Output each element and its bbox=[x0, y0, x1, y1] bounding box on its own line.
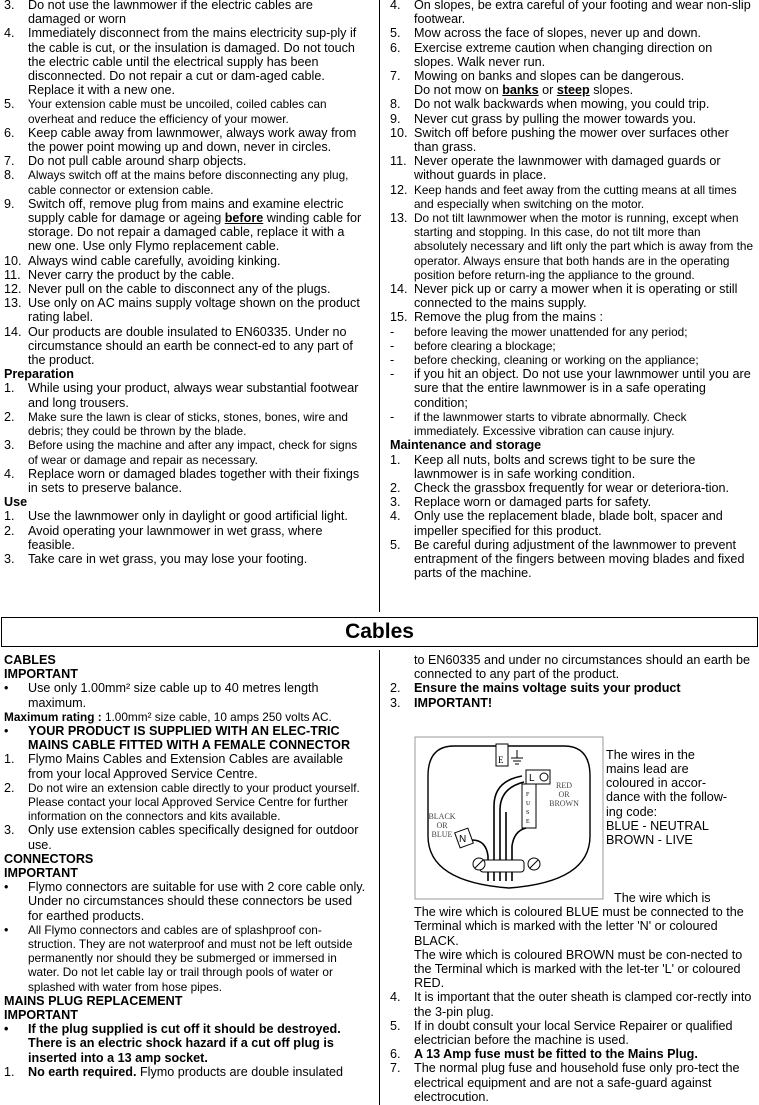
list-item: 15. Remove the plug from the mains : bbox=[390, 310, 603, 325]
list-item: - before clearing a blockage; bbox=[390, 338, 556, 353]
column-divider-bottom bbox=[379, 650, 380, 1105]
list-item: 1. No earth required. Flymo products are double insulated bbox=[4, 1064, 343, 1079]
list-item: 5. Your extension cable must be uncoiled, coiled cables can overheat and reduce the efficiency of your mower. bbox=[4, 97, 327, 126]
list-item: 11. Never operate the lawnmower with damaged guards or without guards in place. bbox=[390, 154, 721, 183]
list-item: 1. Flymo Mains Cables and Extension Cables are available from your local Approved Service Centre. bbox=[4, 752, 344, 781]
list-item: • Flymo connectors are suitable for use with 2 core cable only. Under no circumstances should these connectors be used for earthed products. bbox=[4, 880, 366, 923]
list-item: 10. Switch off before pushing the mower over surfaces other than grass. bbox=[390, 125, 729, 155]
list-item: 2. Avoid operating your lawnmower in wet grass, where feasible. bbox=[4, 523, 323, 552]
list-item: 2. Ensure the mains voltage suits your product bbox=[390, 681, 681, 696]
list-item: 4. Immediately disconnect from the mains electricity sup-ply if the cable is cut, or the insulation is damaged. Do not touch the electric cable until the electrical supply has been disconnected. Do not repair a cut or dam-aged cable. Replace it with a new one. bbox=[4, 26, 357, 98]
svg-text:N: N bbox=[459, 833, 467, 845]
list-item: 3. Take care in wet grass, you may lose your footing. bbox=[4, 551, 308, 566]
list-item: 4. Replace worn or damaged blades together with their fixings in sets to preserve balance. bbox=[4, 466, 360, 495]
list-item: 12. Keep hands and feet away from the cutting means at all times and especially when switching on the motor. bbox=[390, 182, 737, 211]
wire-colour-code: The wires in the mains lead are coloured in accor- dance with the follow- ing code: BLUE - NEUTRAL BROWN - LIVE bbox=[606, 747, 728, 848]
list-item: 2. Do not wire an extension cable directly to your product yourself. Please contact your local Approved Service Centre for further information on the connectors and kits available. bbox=[4, 780, 360, 824]
list-item: 7. Do not pull cable around sharp objects. bbox=[4, 154, 247, 169]
heading-important: IMPORTANT bbox=[4, 866, 78, 881]
list-item: 2. Check the grassbox frequently for wear or deteriora-tion. bbox=[390, 480, 729, 495]
top-right-column bbox=[390, 0, 754, 580]
list-item: - before checking, cleaning or working on the appliance; bbox=[390, 353, 699, 368]
list-item: 4. Only use the replacement blade, blade bolt, spacer and impeller specified for this product. bbox=[390, 509, 723, 538]
list-item: 6. Keep cable away from lawnmower, always work away from the power point mowing up and down, never in circles. bbox=[4, 125, 357, 155]
plug-wiring-section bbox=[390, 736, 754, 903]
list-item: 12. Never pull on the cable to disconnect any of the plugs. bbox=[4, 282, 331, 297]
list-item: 14. Never pick up or carry a mower when it is operating or still connected to the mains supply. bbox=[390, 282, 738, 311]
svg-text:RED: RED bbox=[556, 780, 572, 790]
list-item: - if you hit an object. Do not use your lawnmower until you are sure that the entire lawnmower is in a safe operating condition; bbox=[390, 367, 751, 410]
heading-maintenance: Maintenance and storage bbox=[390, 438, 542, 453]
svg-text:L: L bbox=[529, 772, 535, 784]
list-item: 3. IMPORTANT! bbox=[390, 695, 493, 710]
heading-preparation: Preparation bbox=[4, 367, 74, 382]
section-title-cables: Cables bbox=[1, 617, 758, 647]
list-item: 4. It is important that the outer sheath is clamped cor-rectly into the 3-pin plug. bbox=[390, 990, 752, 1019]
list-item: • All Flymo connectors and cables are of splashproof con-struction. They are not waterproof and must not be left outside permanently nor should they be submerged or immersed in water. Do not let cable lay or trail through pools of water or splashed with water from hose pipes. bbox=[4, 922, 353, 994]
list-item: 5. Mow across the face of slopes, never up and down. bbox=[390, 26, 702, 41]
svg-text:U: U bbox=[526, 800, 531, 807]
svg-text:E: E bbox=[526, 818, 530, 825]
heading-important: IMPORTANT bbox=[4, 1008, 78, 1023]
list-item: 3. Replace worn or damaged parts for safety. bbox=[390, 495, 652, 510]
list-item: 3. Only use extension cables specifically designed for outdoor use. bbox=[4, 823, 359, 852]
list-item: 14. Our products are double insulated to EN60335. Under no circumstance should an earth be connect-ed to any part of the product. bbox=[4, 324, 353, 368]
list-item: 6. A 13 Amp fuse must be fitted to the Mains Plug. bbox=[390, 1047, 698, 1062]
list-item: 11. Never carry the product by the cable. bbox=[4, 267, 235, 282]
svg-text:OR: OR bbox=[558, 789, 570, 799]
list-item: 2. Make sure the lawn is clear of sticks, stones, bones, wire and debris; they could be thrown by the blade. bbox=[4, 409, 348, 439]
list-item: 1. Use the lawnmower only in daylight or good artificial light. bbox=[4, 509, 348, 524]
list-item: 3. Do not use the lawnmower if the electric cables are damaged or worn bbox=[4, 0, 313, 27]
plug-wiring-diagram bbox=[414, 736, 604, 900]
heading-cables: CABLES bbox=[4, 653, 56, 667]
wire-blue-text: The wire which is The wire which is coloured BLUE must be connected to the Terminal which is marked with the letter 'N' or coloured BLACK. bbox=[414, 891, 744, 948]
list-item: 5. Be careful during adjustment of the lawnmower to prevent entrapment of the fingers between moving blades and fixed parts of the machine. bbox=[390, 537, 745, 581]
bottom-left-column bbox=[4, 653, 368, 1079]
continued-text: to EN60335 and under no circumstances should an earth be connected to any part of the product. bbox=[414, 653, 751, 682]
list-item: 10. Always wind cable carefully, avoiding kinking. bbox=[4, 253, 281, 268]
list-item: - before leaving the mower unattended for any period; bbox=[390, 324, 688, 339]
list-item: 1. While using your product, always wear substantial footwear and long trousers. bbox=[4, 381, 359, 410]
list-item: 8. Always switch off at the mains before disconnecting any plug, cable connector or extension cable. bbox=[4, 168, 349, 197]
heading-use: Use bbox=[4, 495, 28, 510]
list-item: 3. Before using the machine and after any impact, check for signs of wear or damage and repair as necessary. bbox=[4, 438, 358, 467]
list-item: 5. If in doubt consult your local Service Repairer or qualified electrician before the machine is used. bbox=[390, 1018, 733, 1048]
list-item: 13. Do not tilt lawnmower when the motor is running, except when starting and stopping. In this case, do not tilt more than absolutely necessary and lift only the part which is away from the operator. Always ensure that both hands are in the operating position before return-ing the appliance to the ground. bbox=[390, 211, 753, 282]
top-left-column bbox=[4, 0, 368, 566]
wire-brown-text: The wire which is coloured BROWN must be con-nected to the Terminal which is marked with the let-ter 'L' or coloured RED. bbox=[414, 947, 743, 991]
svg-text:S: S bbox=[526, 809, 530, 816]
list-item: 7. Mowing on banks and slopes can be dangerous. Do not mow on banks or steep slopes. bbox=[390, 69, 685, 98]
list-item: 9. Never cut grass by pulling the mower towards you. bbox=[390, 111, 697, 126]
list-item: 13. Use only on AC mains supply voltage shown on the product rating label. bbox=[4, 296, 360, 325]
svg-text:BROWN: BROWN bbox=[549, 798, 579, 808]
maximum-rating: Maximum rating : 1.00mm² size cable, 10 amps 250 volts AC. bbox=[4, 709, 332, 724]
list-item: 4. On slopes, be extra careful of your footing and wear non-slip footwear. bbox=[390, 0, 751, 27]
list-item: 6. Exercise extreme caution when changing direction on slopes. Walk never run. bbox=[390, 40, 713, 69]
list-item: 9. Switch off, remove plug from mains and examine electric supply cable for damage or ageing before winding cable for storage. Do not repair a damaged cable, replace it with a new one. Use only Flymo replacement cable. bbox=[4, 196, 362, 254]
heading-important: IMPORTANT bbox=[4, 667, 78, 682]
svg-text:BLACK: BLACK bbox=[428, 811, 456, 821]
list-item: 8. Do not walk backwards when mowing, you could trip. bbox=[390, 97, 710, 112]
heading-connectors: CONNECTORS bbox=[4, 851, 94, 866]
svg-text:BLUE: BLUE bbox=[431, 829, 453, 839]
cable-clamp bbox=[480, 860, 524, 872]
list-item: • Use only 1.00mm² size cable up to 40 metres length maximum. bbox=[4, 681, 319, 710]
list-item: - if the lawnmower starts to vibrate abnormally. Check immediately. Excessive vibration can cause injury. bbox=[390, 409, 687, 439]
list-item: 1. Keep all nuts, bolts and screws tight to be sure the lawnmower is in safe working condition. bbox=[390, 452, 696, 481]
svg-text:F: F bbox=[526, 791, 530, 798]
svg-text:E: E bbox=[498, 754, 504, 765]
bottom-right-column bbox=[390, 653, 754, 1104]
list-item: • YOUR PRODUCT IS SUPPLIED WITH AN ELEC-TRIC MAINS CABLE FITTED WITH A FEMALE CONNECTOR bbox=[4, 724, 351, 753]
list-item: 7. The normal plug fuse and household fuse only pro-tect the electrical equipment and are not a safe-guard against electrocution. bbox=[390, 1061, 740, 1104]
list-item: • If the plug supplied is cut off it should be destroyed. There is an electric shock hazard if a cut off plug is inserted into a 13 amp socket. bbox=[4, 1022, 341, 1065]
svg-text:OR: OR bbox=[436, 820, 448, 830]
heading-mains-plug: MAINS PLUG REPLACEMENT bbox=[4, 993, 183, 1008]
column-divider-top bbox=[379, 0, 380, 612]
